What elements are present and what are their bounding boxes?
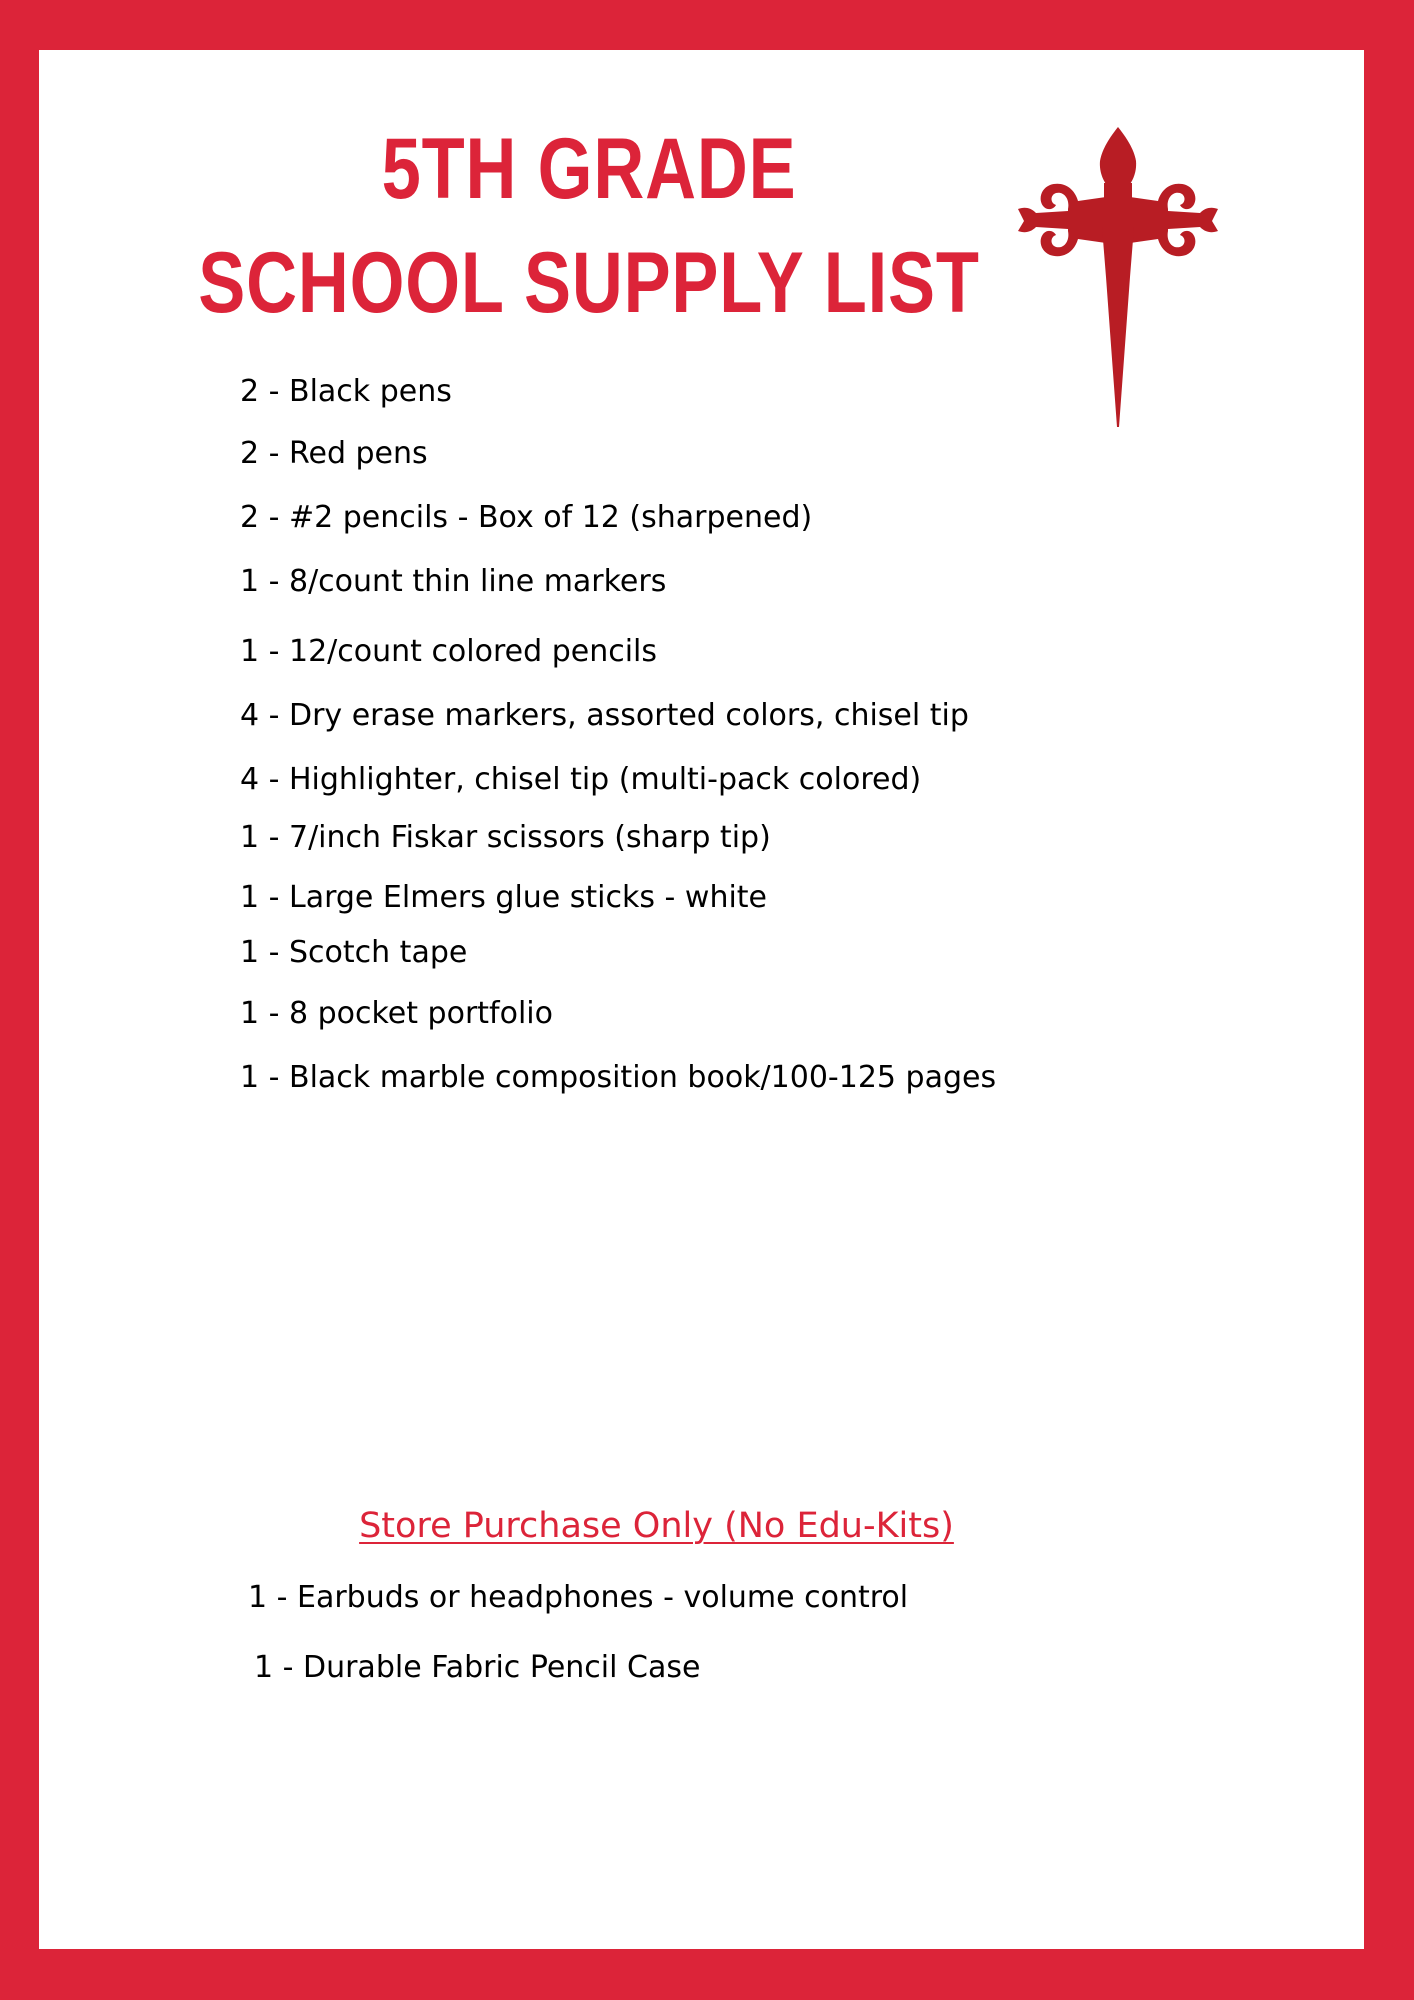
store-purchase-heading: Store Purchase Only (No Edu-Kits) [359, 1506, 954, 1546]
cross-of-saint-james-icon [1015, 127, 1221, 427]
supply-list-item: 1 - Scotch tape [240, 935, 468, 970]
supply-list-item: 1 - 7/inch Fiskar scissors (sharp tip) [240, 820, 771, 855]
store-list-item: 1 - Earbuds or headphones - volume control [248, 1580, 909, 1615]
supply-list-item: 4 - Dry erase markers, assorted colors, chisel tip [240, 698, 969, 733]
supply-list-page [39, 50, 1364, 1949]
supply-list-item: 4 - Highlighter, chisel tip (multi-pack colored) [240, 762, 922, 797]
supply-list-item: 2 - Black pens [240, 374, 452, 409]
supply-list-item: 2 - #2 pencils - Box of 12 (sharpened) [240, 500, 813, 535]
supply-list-item: 1 - Black marble composition book/100-125 pages [240, 1060, 997, 1095]
store-list-item: 1 - Durable Fabric Pencil Case [254, 1650, 701, 1685]
supply-list-item: 2 - Red pens [240, 436, 428, 471]
title-line-1: 5TH GRADE [381, 121, 797, 217]
supply-list-item: 1 - 12/count colored pencils [240, 634, 657, 669]
supply-list-item: 1 - Large Elmers glue sticks - white [240, 880, 768, 915]
supply-list-item: 1 - 8/count thin line markers [240, 564, 667, 599]
supply-list-item: 1 - 8 pocket portfolio [240, 996, 553, 1031]
title-line-2: SCHOOL SUPPLY LIST [198, 235, 980, 331]
